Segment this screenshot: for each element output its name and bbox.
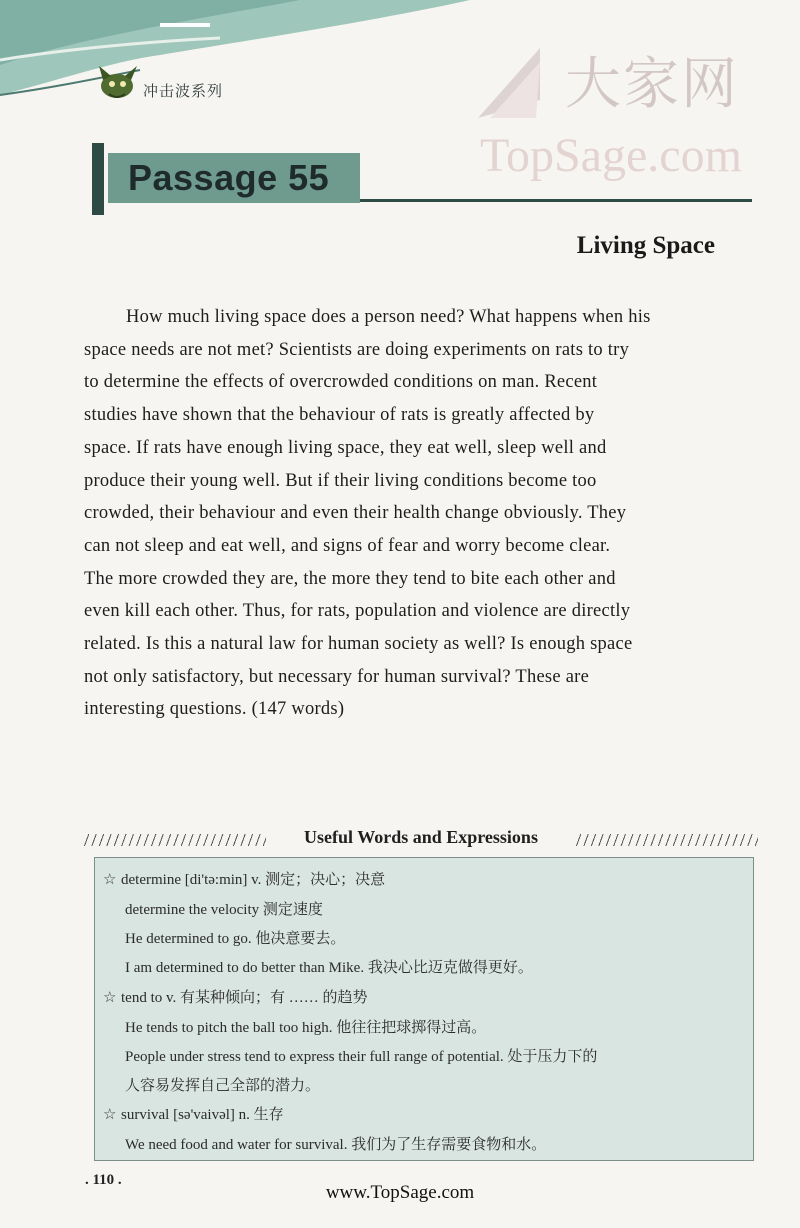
passage-line: studies have shown that the behaviour of rats is greatly affected by [84, 405, 595, 426]
passage-line: not only satisfactory, but necessary for human survival? These are [84, 666, 590, 687]
passage-line: even kill each other. Thus, for rats, population and violence are directly [84, 601, 631, 622]
vocab-entry: ☆ determine [di'tə:min] v. 测定；决心；决意 [103, 872, 386, 888]
star-icon: ☆ [103, 1107, 117, 1123]
vocab-example: determine the velocity 测定速度 [125, 902, 323, 918]
vocab-box [94, 857, 754, 1161]
vocab-example: People under stress tend to express their full range of potential. 处于压力下的 [125, 1049, 598, 1065]
passage-line: How much living space does a person need? What happens when his [126, 307, 651, 327]
vocab-section-title: Useful Words and Expressions [304, 827, 538, 847]
passage-title-box [108, 153, 360, 203]
vocab-section-header [84, 826, 758, 854]
vocab-entry: ☆ survival [sə'vaivəl] n. 生存 [103, 1107, 284, 1123]
watermark-triangle-icon [470, 40, 560, 120]
passage-line: space needs are not met? Scientists are doing experiments on rats to try [84, 339, 630, 360]
passage-line: related. Is this a natural law for human society as well? Is enough space [84, 634, 633, 655]
passage-line: space. If rats have enough living space, they eat well, sleep well and [84, 437, 607, 458]
vocab-entry: ☆ tend to v. 有某种倾向；有 …… 的趋势 [103, 990, 368, 1006]
page-number: . 110 . [85, 1172, 122, 1188]
passage-line: The more crowded they are, the more they tend to bite each other and [84, 568, 616, 589]
watermark-en: TopSage.com [480, 129, 742, 182]
watermark-cn: 大家网 [565, 52, 739, 117]
footer-url[interactable]: www.TopSage.com [325, 1182, 475, 1203]
star-icon: ☆ [103, 872, 117, 888]
passage-line: to determine the effects of overcrowded conditions on man. Recent [84, 372, 598, 393]
passage-body [84, 301, 758, 726]
passage-line: can not sleep and eat well, and signs of fear and worry become clear. [84, 535, 611, 556]
vocab-example: I am determined to do better than Mike. 我决心比迈克做得更好。 [125, 960, 533, 976]
passage-line: interesting questions. (147 words) [84, 699, 345, 720]
passage-banner-bar [92, 143, 104, 215]
series-label: 冲击波系列 [143, 82, 224, 100]
vocab-example: 人容易发挥自己全部的潜力。 [125, 1078, 321, 1094]
passage-line: produce their young well. But if their living conditions become too [84, 470, 597, 491]
passage-banner [92, 143, 752, 215]
passage-rule [360, 199, 752, 202]
passage-subtitle: Living Space [576, 232, 715, 259]
vocab-example: We need food and water for survival. 我们为了生存需要食物和水。 [125, 1137, 547, 1153]
passage-line: crowded, their behaviour and even their health change obviously. They [84, 503, 627, 524]
hatch-divider-right [576, 834, 758, 846]
vocab-example: He tends to pitch the ball too high. 他往往把球掷得过高。 [125, 1020, 487, 1036]
passage-title: Passage 55 [128, 157, 330, 198]
vocab-example: He determined to go. 他决意要去。 [125, 931, 346, 947]
star-icon: ☆ [103, 990, 117, 1006]
